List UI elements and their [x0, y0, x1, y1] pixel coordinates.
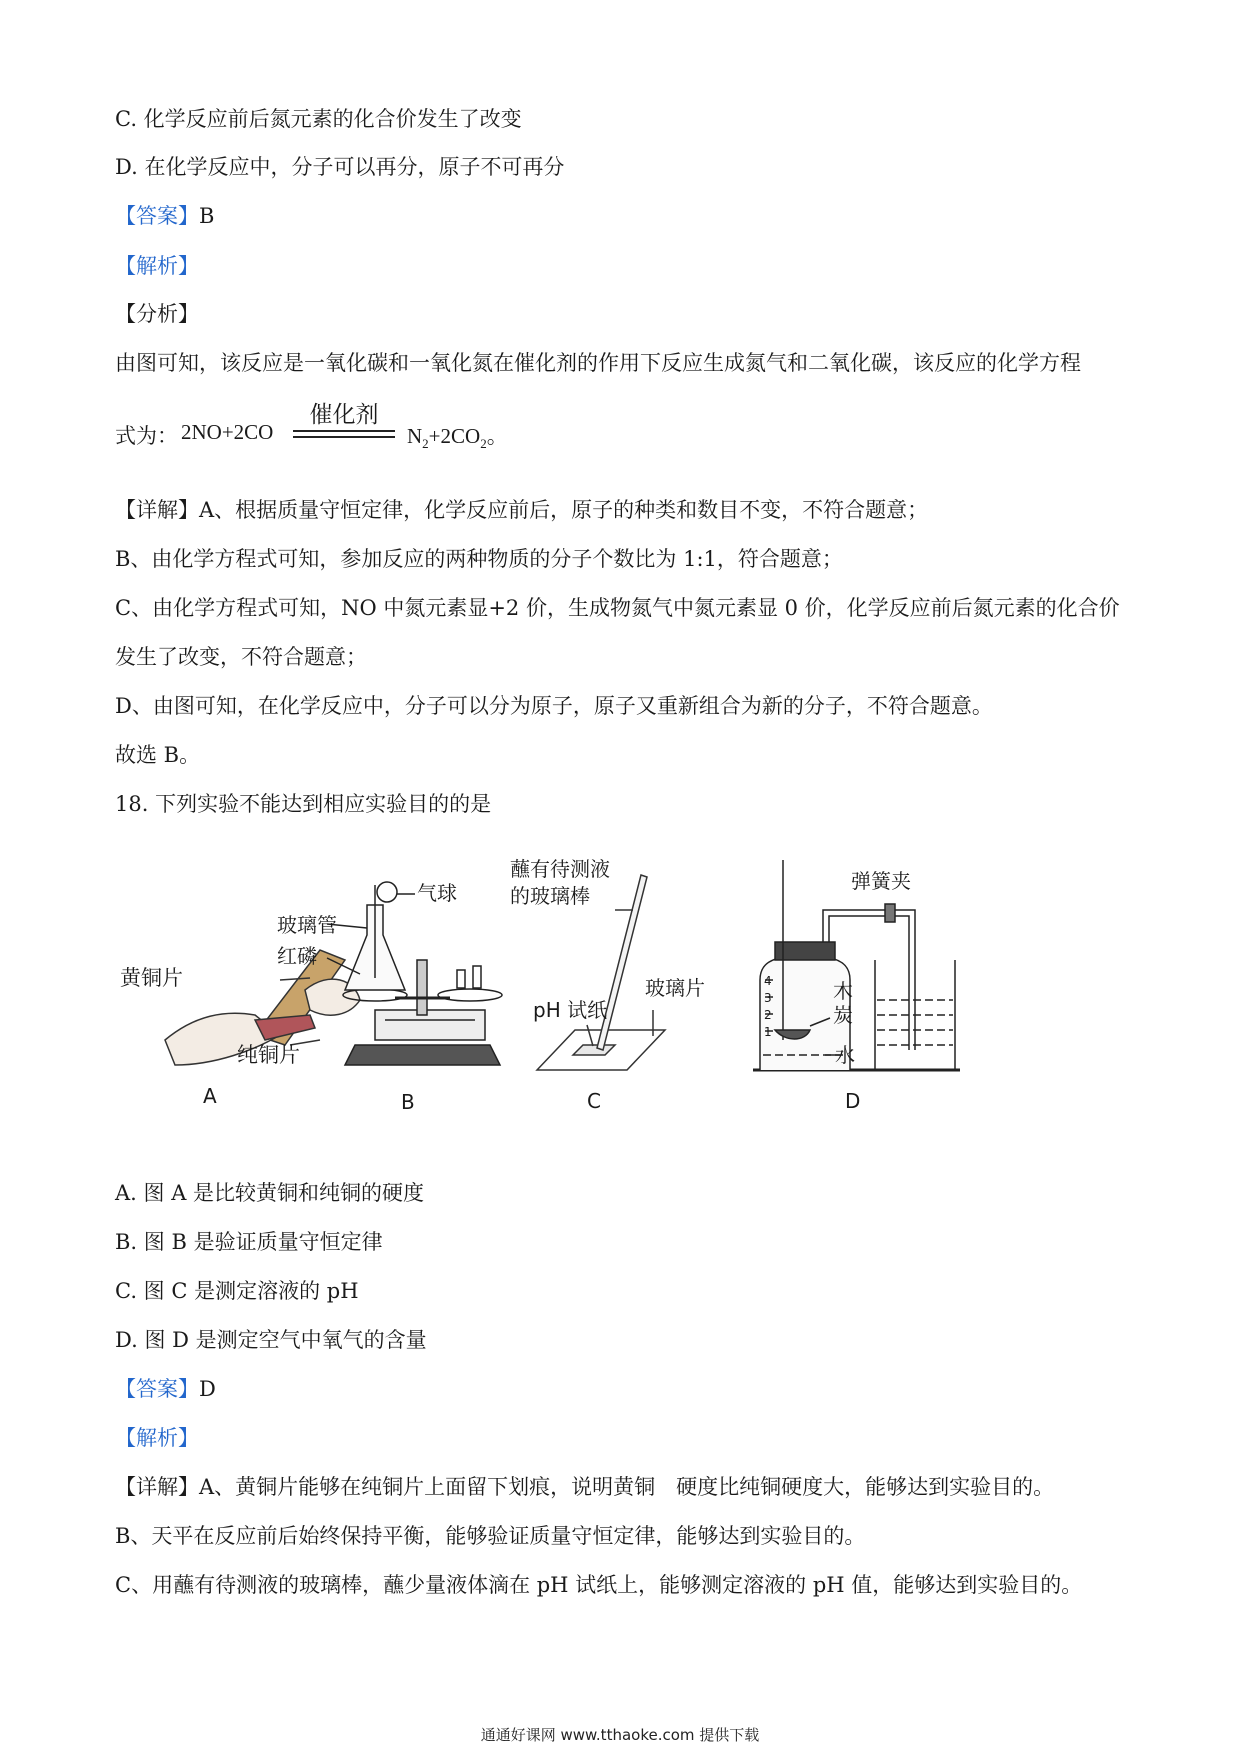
jiexi-tag — [115, 251, 199, 281]
detail-b: B、由化学方程式可知，参加反应的两种物质的分子个数比为 1:1，符合题意； — [115, 547, 843, 571]
balance-base-shape — [345, 1045, 500, 1065]
d-scale-4: 4 — [764, 974, 772, 988]
a-label-copper: 纯铜片 — [237, 1043, 300, 1067]
detail-d: D、由图可知，在化学反应中，分子可以分为原子，原子又重新组合为新的分子，不符合题意。 — [115, 694, 993, 718]
a-caption: A — [203, 1084, 217, 1108]
b-caption: B — [401, 1090, 415, 1114]
c-label-rod-1: 蘸有待测液 — [510, 857, 610, 881]
q18-option-a: A. 图 A 是比较黄铜和纯铜的硬度 — [115, 1181, 425, 1205]
right-pan-shape — [438, 989, 502, 1001]
answer-value: B — [199, 204, 215, 228]
equation-lhs: 2NO+2CO — [181, 420, 274, 444]
d2-a — [115, 1472, 1054, 1502]
balance-pillar-shape — [417, 960, 427, 1015]
rhs-n-sub: 2 — [422, 436, 429, 452]
b-label-phosphorus: 红磷 — [277, 944, 317, 968]
balloon-shape — [377, 882, 397, 902]
detail-c1: C、由化学方程式可知，NO 中氮元素显+2 价，生成物氮气中氮元素显 0 价，化学反应前后氮元素的化合价 — [115, 596, 1120, 620]
rhs-co-sub: 2 — [480, 436, 487, 452]
d-label-clamp: 弹簧夹 — [851, 869, 911, 893]
ph-paper-shape — [573, 1045, 615, 1055]
d2-a-text: A、黄铜片能够在纯铜片上面留下划痕，说明黄铜 硬度比纯铜硬度大，能够达到实验目的。 — [199, 1475, 1055, 1499]
rhs-mid: +2CO — [428, 424, 481, 448]
figure-b — [327, 882, 502, 1065]
d-label-water: 水 — [835, 1043, 855, 1067]
d-caption: D — [845, 1089, 861, 1113]
equation-arrow — [293, 430, 395, 438]
jar-stopper-shape — [775, 942, 835, 960]
d-scale-3: 3 — [764, 991, 772, 1005]
detail-a — [115, 495, 928, 525]
c-caption: C — [587, 1089, 601, 1113]
option-d: D. 在化学反应中，分子可以再分，原子不可再分 — [115, 155, 565, 179]
d-label-charcoal-1: 木 — [833, 979, 853, 1003]
page-footer: 通通好课网 www.tthaoke.com 提供下载 — [480, 1726, 760, 1744]
q18-option-c: C. 图 C 是测定溶液的 pH — [115, 1279, 359, 1303]
answer-line — [115, 201, 214, 231]
conclusion: 故选 B。 — [115, 743, 201, 767]
chemical-equation — [115, 398, 715, 458]
fenxi-tag: 【分析】 — [115, 302, 199, 326]
question-18: 18. 下列实验不能达到相应实验目的的是 — [115, 792, 492, 816]
b-label-tube: 玻璃管 — [277, 913, 337, 937]
answer2-line — [115, 1374, 216, 1404]
jiexi-label: 【解析】 — [115, 254, 199, 278]
detail2-tag: 【详解】 — [115, 1475, 199, 1499]
equation-catalyst: 催化剂 — [309, 402, 379, 428]
detail-c2: 发生了改变，不符合题意； — [115, 645, 367, 669]
answer2-tag: 【答案】 — [115, 1377, 199, 1401]
c-label-rod-2: 的玻璃棒 — [510, 884, 590, 908]
detail-a-text: A、根据质量守恒定律，化学反应前后，原子的种类和数目不变，不符合题意； — [199, 498, 929, 522]
jiexi2-tag — [115, 1423, 199, 1453]
rhs-n: N — [407, 424, 423, 448]
glass-rod-shape — [597, 875, 647, 1050]
rhs-end: 。 — [486, 424, 508, 448]
answer-tag: 【答案】 — [115, 204, 199, 228]
d-scale-1: 1 — [764, 1025, 772, 1039]
jiexi2-label: 【解析】 — [115, 1426, 199, 1450]
q18-option-d: D. 图 D 是测定空气中氧气的含量 — [115, 1328, 427, 1352]
balance-body-shape — [375, 1010, 485, 1040]
weight-2 — [473, 966, 481, 988]
option-c: C. 化学反应前后氮元素的化合价发生了改变 — [115, 107, 522, 131]
b-label-balloon: 气球 — [417, 881, 457, 905]
c-leader-paper — [587, 1025, 593, 1046]
answer2-value: D — [199, 1377, 216, 1401]
experiment-figure — [105, 850, 1105, 1120]
a-label-brass: 黄铜片 — [120, 966, 183, 990]
d2-c: C、用蘸有待测液的玻璃棒，蘸少量液体滴在 pH 试纸上，能够测定溶液的 pH 值，能够达到实验目的。 — [115, 1573, 1083, 1597]
equation-lead: 式为： — [115, 424, 178, 448]
analysis-text: 由图可知，该反应是一氧化碳和一氧化氮在催化剂的作用下反应生成氮气和二氧化碳，该反应的化学方程 — [115, 351, 1081, 375]
equation-rhs — [407, 420, 508, 452]
c-label-glass-plate: 玻璃片 — [645, 976, 705, 1000]
d2-b: B、天平在反应前后始终保持平衡，能够验证质量守恒定律，能够达到实验目的。 — [115, 1524, 866, 1548]
weight-1 — [457, 970, 465, 988]
d-scale-2: 2 — [764, 1008, 772, 1022]
c-label-ph-paper: pH 试纸 — [533, 998, 608, 1022]
q18-option-b: B. 图 B 是验证质量守恒定律 — [115, 1230, 383, 1254]
detail-tag: 【详解】 — [115, 498, 199, 522]
spring-clamp-shape — [885, 904, 895, 922]
d-label-charcoal-2: 炭 — [833, 1003, 853, 1027]
